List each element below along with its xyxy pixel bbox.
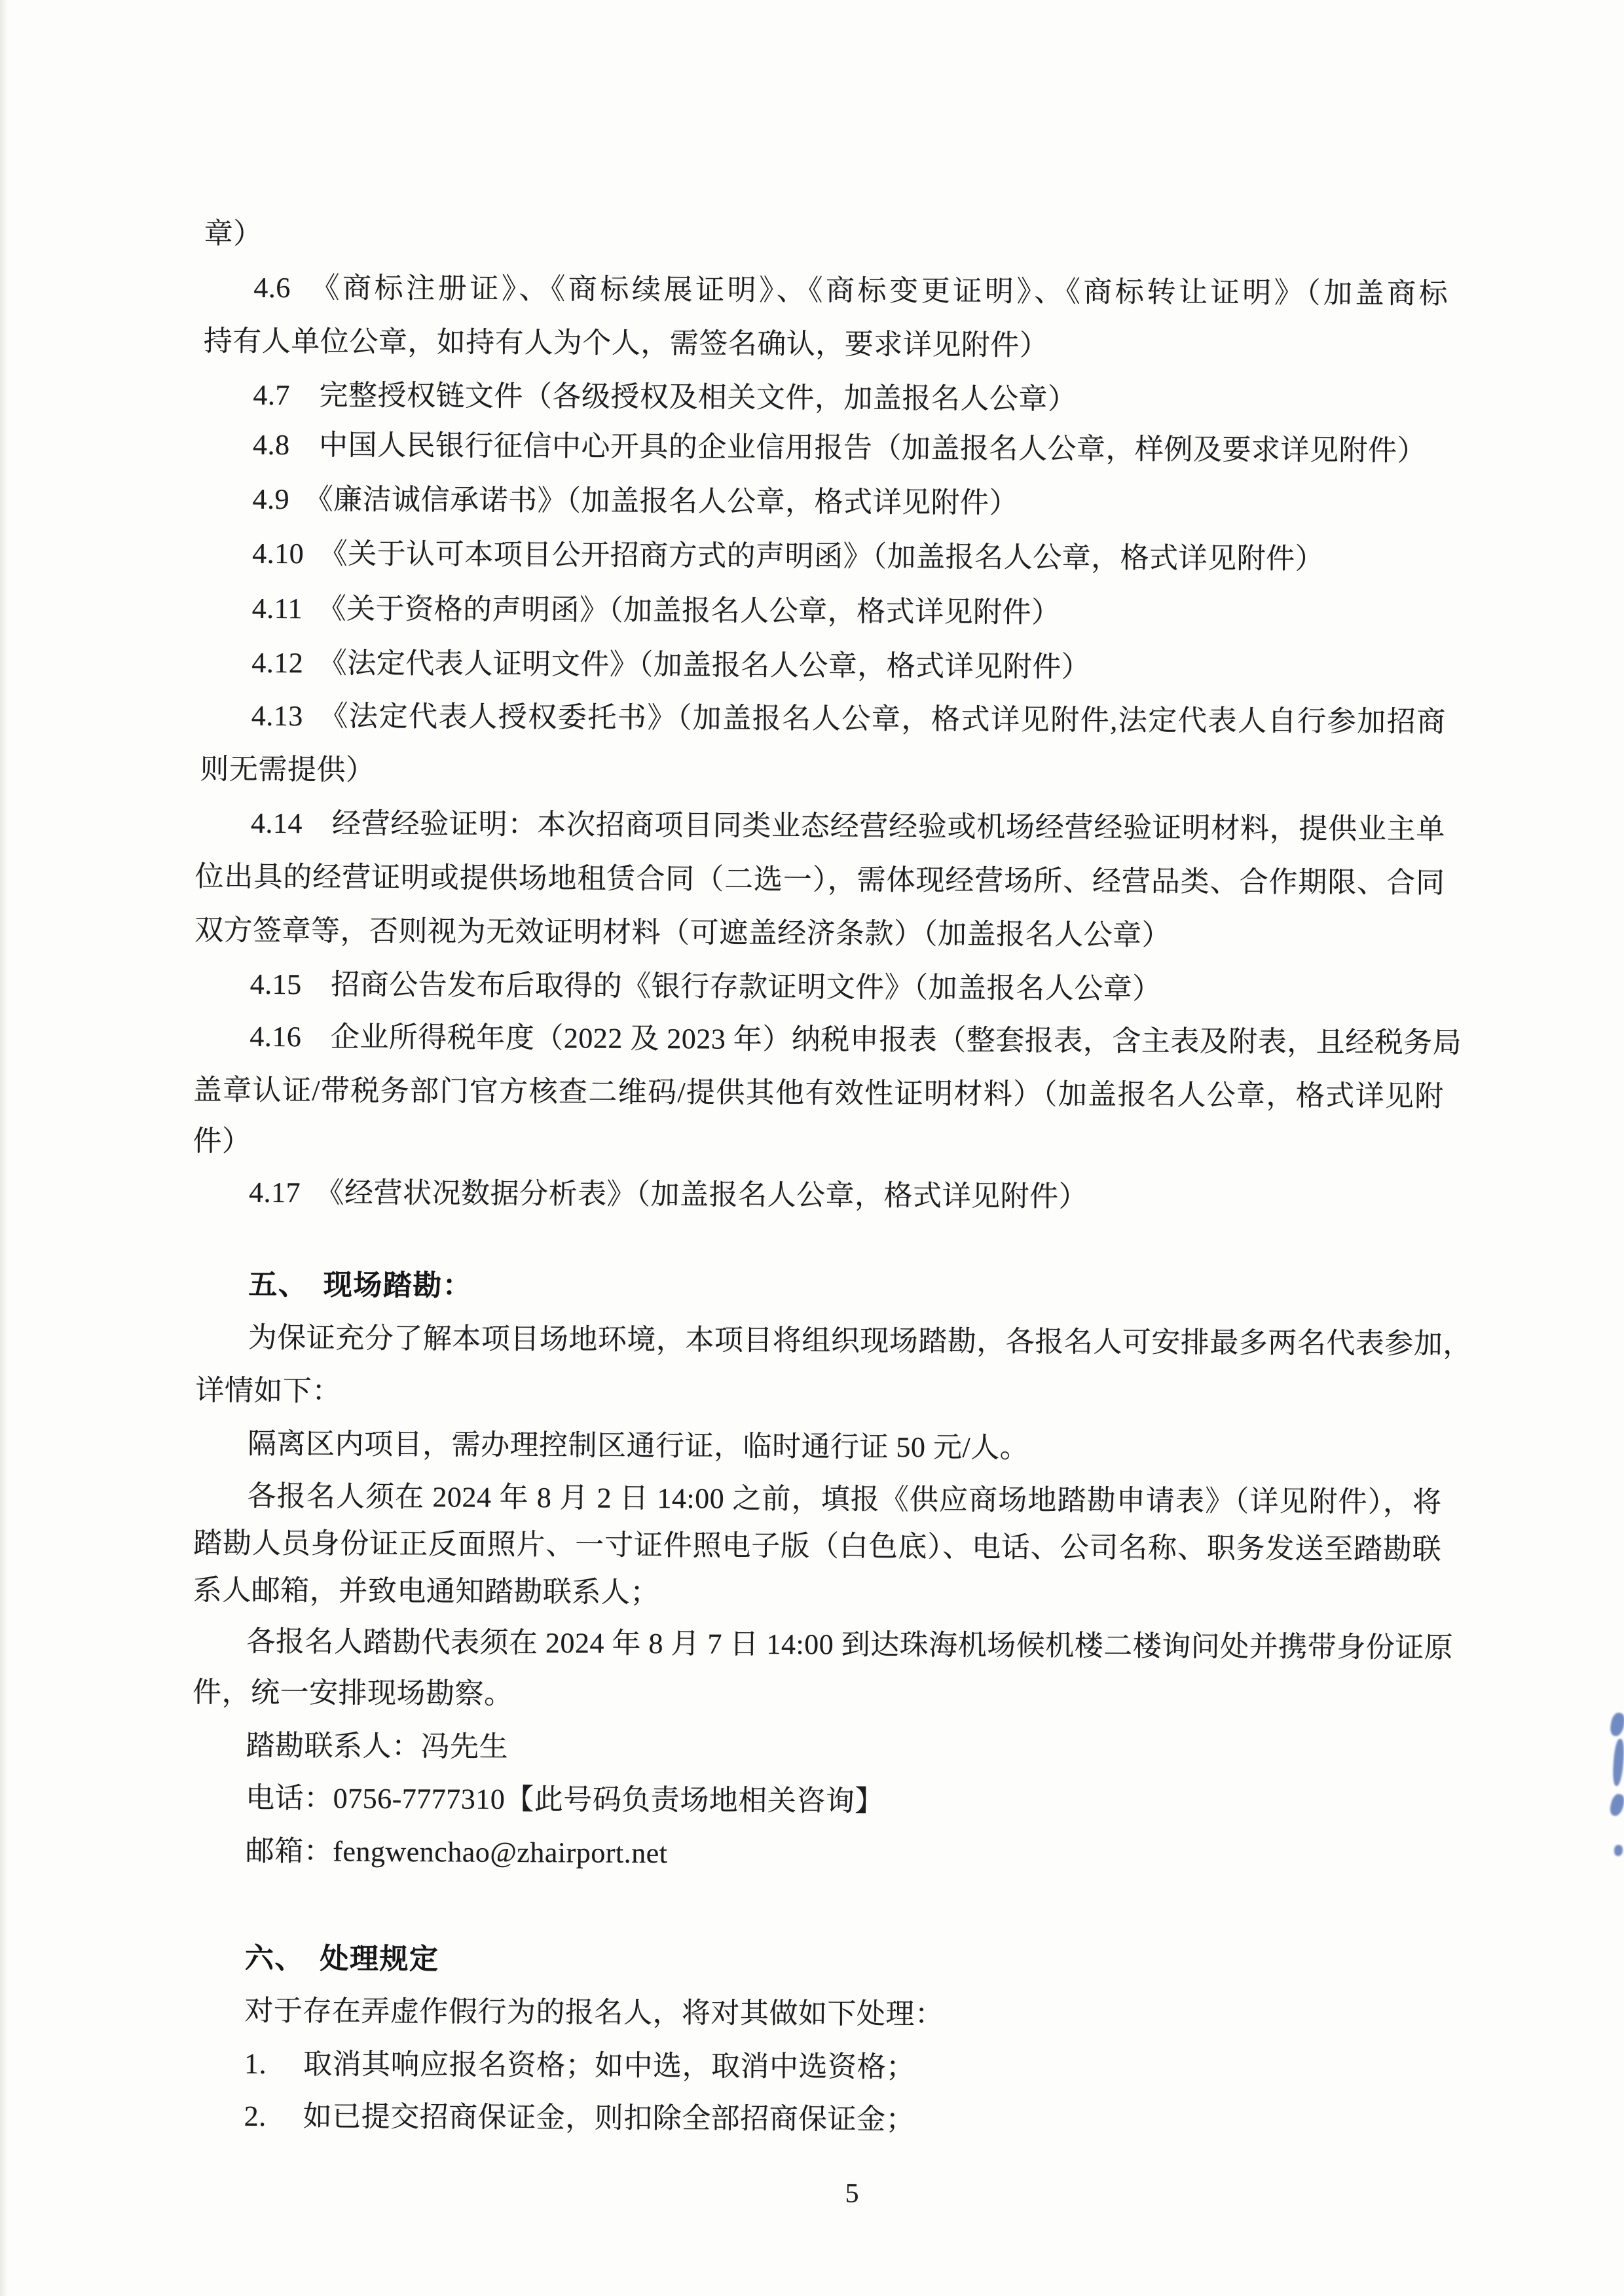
text-line: 4.16 企业所得税年度（2022 及 2023 年）纳税申报表（整套报表，含主表及附表，且经税务局 [249,1020,1462,1059]
text-line: 1. 取消其响应报名资格；如中选，取消中选资格； [244,2047,915,2084]
text-line: 各报名人须在 2024 年 8 月 2 日 14:00 之前，填报《供应商场地踏勘申请表》（详见附件），将 [247,1480,1442,1519]
text-line: 件） [193,1125,251,1157]
text-line: 隔离区内项目，需办理控制区通行证，临时通行证 50 元/人。 [247,1427,1029,1465]
page-number: 5 [845,2178,859,2209]
text-line: 4.14 经营经验证明：本次招商项目同类业态经营经验或机场经营经验证明材料，提供业主单 [250,807,1446,846]
text-line: 电话：0756-7777310【此号码负责场地相关咨询】 [246,1781,884,1817]
text-line: 对于存在弄虚作假行为的报名人，将对其做如下处理： [244,1994,944,2031]
text-line: 4.10 《关于认可本项目公开招商方式的声明函》（加盖报名人公章，格式详见附件） [252,537,1325,575]
text-line: 踏勘人员身份证正反面照片、一寸证件照电子版（白色底）、电话、公司名称、职务发送至踏勘联 [193,1527,1442,1566]
text-line: 4.13 《法定代表人授权委托书》（加盖报名人公章，格式详见附件,法定代表人自行参加招商 [251,699,1446,738]
text-line: 4.12 《法定代表人证明文件》（加盖报名人公章，格式详见附件） [251,646,1091,683]
text-line: 踏勘联系人：冯先生 [246,1729,509,1763]
text-line: 持有人单位公章，如持有人为个人，需签名确认，要求详见附件） [203,325,1049,362]
ink-smudge [1614,1845,1623,1856]
text-line: 4.7 完整授权链文件（各级授权及相关文件，加盖报名人公章） [253,378,1077,416]
text-line: 4.9 《廉洁诚信承诺书》（加盖报名人公章，格式详见附件） [252,483,1019,519]
text-line: 4.17 《经营状况数据分析表》（加盖报名人公章，格式详见附件） [248,1176,1088,1213]
text-line: 4.11 《关于资格的声明函》（加盖报名人公章，格式详见附件） [251,592,1061,629]
text-line: 4.15 招商公告发布后取得的《银行存款证明文件》（加盖报名人公章） [249,968,1162,1006]
text-line: 双方签章等，否则视为无效证明材料（可遮盖经济条款）（加盖报名人公章） [194,914,1172,952]
text-line: 件，统一安排现场勘察。 [192,1676,513,1710]
text-line: 各报名人踏勘代表须在 2024 年 8 月 7 日 14:00 到达珠海机场候机楼二楼询问处并携带身份证原 [246,1625,1454,1664]
text-line: 2. 如已提交招商保证金，则扣除全部招商保证金； [244,2100,915,2136]
text-line: 邮箱：fengwenchao@zhairport.net [245,1834,668,1870]
text-line: 系人邮箱，并致电通知踏勘联系人； [193,1574,659,1609]
text-line: 五、 现场踏勘： [248,1268,473,1302]
text-line: 位出具的经营证明或提供场地租赁合同（二选一），需体现经营场所、经营品类、合作期限、合同 [194,860,1445,900]
text-line: 章） [204,217,263,250]
text-line: 4.8 中国人民银行征信中心开具的企业信用报告（加盖报名人公章，样例及要求详见附件） [252,428,1427,467]
text-line: 盖章认证/带税务部门官方核查二维码/提供其他有效性证明材料）（加盖报名人公章，格式详见附 [193,1074,1444,1113]
text-line: 4.6 《商标注册证》、《商标续展证明》、《商标变更证明》、《商标转让证明》（加盖商标 [253,271,1449,310]
document-lines [1,0,1624,2136]
text-line: 为保证充分了解本项目场地环境，本项目将组织现场踏勘，各报名人可安排最多两名代表参加， [248,1321,1472,1360]
text-line: 详情如下： [195,1374,342,1408]
text-line: 则无需提供） [200,753,375,786]
text-line: 六、 处理规定 [244,1942,439,1976]
